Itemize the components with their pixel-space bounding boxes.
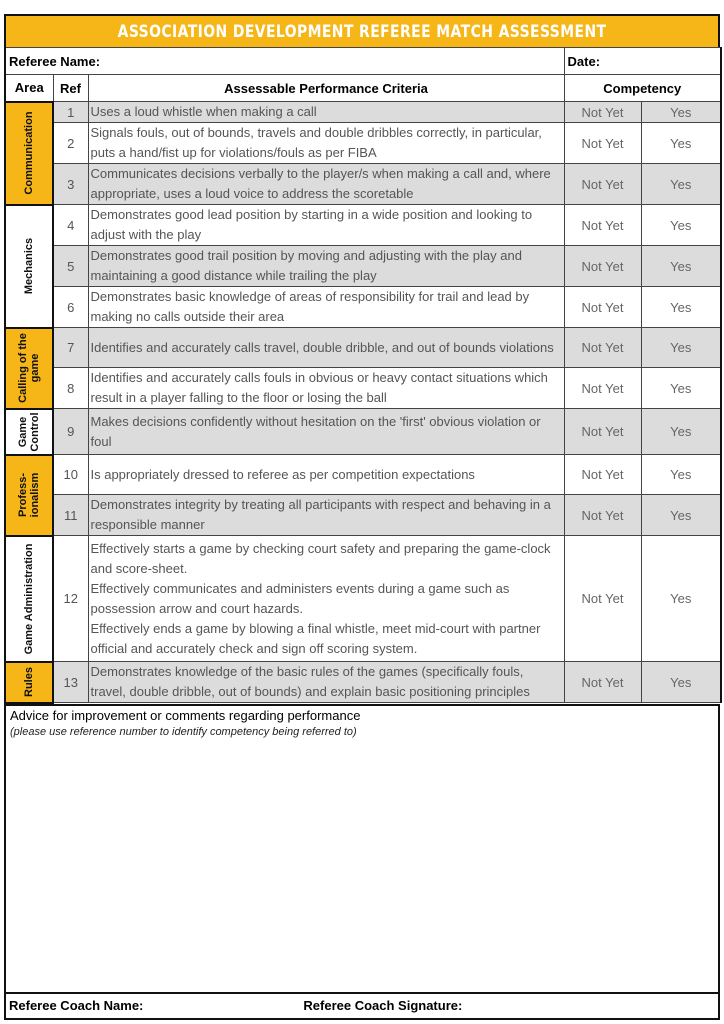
yes-cell[interactable]: Yes <box>641 287 721 328</box>
advice-comments-box[interactable] <box>4 704 720 992</box>
col-criteria: Assessable Performance Criteria <box>88 75 564 102</box>
criteria-text: Demonstrates knowledge of the basic rules of the games (specifically fouls, travel, double dribble, out of bounds) and explain basic positioning principles <box>88 662 564 703</box>
criteria-text: Identifies and accurately calls fouls in obvious or heavy contact situations which result in a player falling to the floor or losing the ball <box>88 368 564 409</box>
criteria-text: Demonstrates good lead position by starting in a wide position and looking to adjust with the play <box>88 205 564 246</box>
area-rules: Rules <box>5 662 53 703</box>
table-row <box>5 662 721 703</box>
ref-number: 3 <box>53 164 88 205</box>
yes-cell[interactable]: Yes <box>641 409 721 455</box>
yes-cell[interactable]: Yes <box>641 328 721 368</box>
yes-cell[interactable]: Yes <box>641 455 721 495</box>
not-yet-cell[interactable]: Not Yet <box>564 246 641 287</box>
ref-number: 7 <box>53 328 88 368</box>
criteria-line: Effectively starts a game by checking court safety and preparing the game-clock and score-sheet. <box>90 540 551 576</box>
table-row <box>5 328 721 368</box>
criteria-text: Demonstrates integrity by treating all participants with respect and behaving in a responsible manner <box>88 495 564 536</box>
not-yet-cell[interactable]: Not Yet <box>564 102 641 123</box>
table-row <box>5 409 721 455</box>
col-ref: Ref <box>53 75 88 102</box>
criteria-text <box>88 536 564 662</box>
criteria-text: Demonstrates basic knowledge of areas of responsibility for trail and lead by making no calls outside their area <box>88 287 564 328</box>
yes-cell[interactable]: Yes <box>641 164 721 205</box>
not-yet-cell[interactable]: Not Yet <box>564 328 641 368</box>
criteria-text: Identifies and accurately calls travel, double dribble, and out of bounds violations <box>88 328 564 368</box>
table-row <box>5 102 721 123</box>
referee-name-label[interactable]: Referee Name: <box>5 48 564 75</box>
column-header-row <box>5 75 721 102</box>
criteria-line: Effectively ends a game by blowing a final whistle, meet mid-court with partner official and accurately check and sign off scoring system. <box>90 620 541 656</box>
yes-cell[interactable]: Yes <box>641 102 721 123</box>
table-row <box>5 205 721 246</box>
name-date-row <box>5 48 721 75</box>
criteria-text: Uses a loud whistle when making a call <box>88 102 564 123</box>
yes-cell[interactable]: Yes <box>641 536 721 662</box>
ref-number: 5 <box>53 246 88 287</box>
area-game-control: Game Control <box>5 409 53 455</box>
coach-signature-label[interactable]: Referee Coach Signature: <box>303 998 463 1013</box>
not-yet-cell[interactable]: Not Yet <box>564 123 641 164</box>
ref-number: 13 <box>53 662 88 703</box>
table-row <box>5 495 721 536</box>
ref-number: 11 <box>53 495 88 536</box>
area-professionalism: Profess-ionalism <box>5 455 53 536</box>
criteria-text: Communicates decisions verbally to the player/s when making a call and, where appropriate, uses a loud voice to address the scoretable <box>88 164 564 205</box>
not-yet-cell[interactable]: Not Yet <box>564 205 641 246</box>
ref-number: 10 <box>53 455 88 495</box>
area-game-administration: Game Administration <box>5 536 53 662</box>
table-row <box>5 455 721 495</box>
criteria-text: Signals fouls, out of bounds, travels and double dribbles correctly, in particular, puts a hand/fist up for violations/fouls as per FIBA <box>88 123 564 164</box>
table-row <box>5 164 721 205</box>
not-yet-cell[interactable]: Not Yet <box>564 495 641 536</box>
table-row <box>5 246 721 287</box>
yes-cell[interactable]: Yes <box>641 368 721 409</box>
yes-cell[interactable]: Yes <box>641 662 721 703</box>
yes-cell[interactable]: Yes <box>641 123 721 164</box>
not-yet-cell[interactable]: Not Yet <box>564 368 641 409</box>
ref-number: 4 <box>53 205 88 246</box>
ref-number: 6 <box>53 287 88 328</box>
form-title: ASSOCIATION DEVELOPMENT REFEREE MATCH ASSESSMENT <box>4 14 720 47</box>
not-yet-cell[interactable]: Not Yet <box>564 164 641 205</box>
criteria-line: Effectively communicates and administers events during a game such as possession arrow and court hazards. <box>90 580 510 616</box>
col-competency: Competency <box>564 75 721 102</box>
ref-number: 2 <box>53 123 88 164</box>
ref-number: 12 <box>53 536 88 662</box>
criteria-text: Makes decisions confidently without hesitation on the 'first' obvious violation or foul <box>88 409 564 455</box>
ref-number: 9 <box>53 409 88 455</box>
not-yet-cell[interactable]: Not Yet <box>564 455 641 495</box>
footer-signature-row <box>4 992 720 1020</box>
date-label[interactable]: Date: <box>564 48 721 75</box>
yes-cell[interactable]: Yes <box>641 246 721 287</box>
yes-cell[interactable]: Yes <box>641 205 721 246</box>
not-yet-cell[interactable]: Not Yet <box>564 409 641 455</box>
assessment-table <box>4 47 722 704</box>
table-row <box>5 123 721 164</box>
criteria-text: Is appropriately dressed to referee as per competition expectations <box>88 455 564 495</box>
col-area: Area <box>5 75 53 102</box>
area-communication: Communication <box>5 102 53 205</box>
table-row <box>5 368 721 409</box>
advice-heading: Advice for improvement or comments regarding performance <box>10 707 361 723</box>
area-calling-of-the-game: Calling of the game <box>5 328 53 409</box>
not-yet-cell[interactable]: Not Yet <box>564 662 641 703</box>
advice-note: (please use reference number to identify competency being referred to) <box>10 725 357 738</box>
table-row <box>5 287 721 328</box>
assessment-form <box>4 14 720 1020</box>
coach-name-label[interactable]: Referee Coach Name: <box>9 998 144 1013</box>
ref-number: 8 <box>53 368 88 409</box>
not-yet-cell[interactable]: Not Yet <box>564 536 641 662</box>
criteria-text: Demonstrates good trail position by moving and adjusting with the play and maintaining a good distance while trailing the play <box>88 246 564 287</box>
not-yet-cell[interactable]: Not Yet <box>564 287 641 328</box>
yes-cell[interactable]: Yes <box>641 495 721 536</box>
area-mechanics: Mechanics <box>5 205 53 328</box>
table-row <box>5 536 721 662</box>
ref-number: 1 <box>53 102 88 123</box>
